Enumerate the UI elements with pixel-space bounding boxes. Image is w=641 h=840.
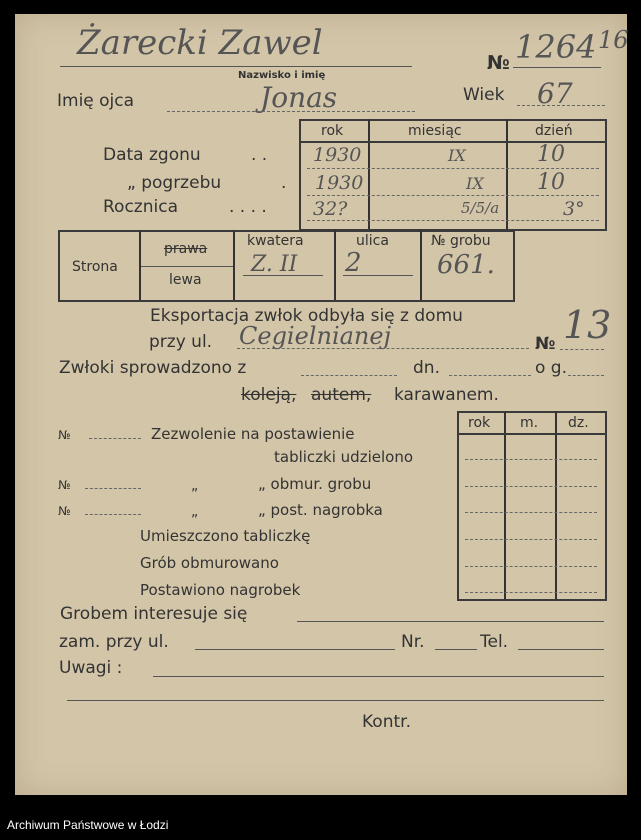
date-table-divider-1 [368, 119, 370, 229]
number-handwritten: 1264 [515, 28, 597, 66]
anniversary-dots: . . . . [229, 197, 267, 217]
grave-walled-label: Grób obmurowano [140, 554, 279, 572]
address-line [195, 649, 395, 650]
anniversary-year-hw: 32? [313, 198, 348, 220]
anniversary-day-hw: 3° [563, 198, 585, 220]
age-handwritten: 67 [537, 77, 573, 110]
death-date-dots: . . [251, 145, 268, 165]
nr-line [435, 649, 477, 650]
grave-label: № grobu [431, 233, 491, 249]
tombstone-no-line [85, 514, 141, 515]
number-suffix-handwritten: 16 [598, 26, 629, 54]
street-label: ulica [356, 233, 389, 249]
death-day-hw: 10 [537, 142, 565, 167]
number-label: № [487, 52, 510, 74]
transport-hearse: karawanem. [394, 385, 499, 405]
permits-table-frame [457, 411, 607, 601]
export-line: Eksportacja zwłok odbyła się z domu [150, 306, 463, 326]
street-line [343, 275, 413, 276]
permits-row-line-4 [465, 539, 597, 540]
tombstone-no-label: № [58, 504, 71, 518]
masonry-ditto-1: „ [191, 478, 199, 494]
permits-header-year: rok [468, 415, 491, 431]
permits-header-month: m. [520, 415, 539, 431]
brought-from-line [301, 375, 397, 376]
date-header-month: miesiąc [408, 123, 462, 139]
age-line [517, 105, 605, 106]
permit-line-2: tabliczki udzielono [274, 448, 413, 466]
quarter-label: kwatera [247, 233, 304, 249]
burial-row-line [307, 195, 599, 196]
nr-label: Nr. [401, 632, 425, 652]
age-label: Wiek [463, 85, 505, 105]
death-year-hw: 1930 [313, 144, 362, 166]
death-date-label: Data zgonu [103, 145, 201, 165]
permits-row-line-1 [465, 459, 597, 460]
burial-month-hw: IX [466, 174, 484, 193]
tablet-placed-label: Umieszczono tabliczkę [140, 527, 311, 545]
tombstone-ditto-1: „ [191, 504, 199, 520]
brought-hour-label: o g. [535, 358, 567, 378]
permit-no-line [89, 438, 141, 439]
side-label: Strona [72, 259, 118, 275]
burial-day-hw: 10 [537, 170, 565, 195]
surname-handwritten: Żarecki Zawel [77, 23, 323, 63]
notes-label: Uwagi : [59, 658, 123, 678]
quarter-line [243, 275, 323, 276]
grave-handwritten: 661. [437, 250, 495, 280]
interested-label: Grobem interesuje się [60, 604, 248, 624]
permits-divider-1 [504, 411, 506, 599]
date-table-divider-2 [506, 119, 508, 229]
masonry-no-label: № [58, 478, 71, 492]
side-right-label: prawa [164, 241, 208, 257]
permits-header-line [457, 433, 605, 435]
burial-date-dots: . [281, 173, 287, 193]
permit-no-label: № [58, 428, 71, 442]
anniversary-label: Rocznica [103, 197, 178, 217]
permits-row-line-6 [465, 592, 597, 593]
permit-line-1: Zezwolenie na postawienie [151, 425, 355, 443]
street-handwritten: 2 [345, 248, 362, 278]
date-header-day: dzień [535, 123, 573, 139]
transport-car: autem, [311, 385, 372, 405]
father-label: Imię ojca [57, 91, 135, 111]
father-line [167, 111, 415, 112]
notes-line-2 [67, 700, 604, 701]
location-divider-2 [233, 230, 235, 300]
tel-line [518, 649, 604, 650]
father-handwritten: Jonas [260, 81, 338, 114]
burial-year-hw: 1930 [315, 172, 364, 194]
interested-line [297, 621, 604, 622]
archive-watermark: Archiwum Państwowe w Łodzi [7, 818, 169, 832]
tel-label: Tel. [480, 632, 509, 652]
side-left-label: lewa [169, 272, 202, 288]
export-street-handwritten: Cegielnianej [239, 322, 392, 350]
brought-day-label: dn. [413, 358, 440, 378]
location-divider-3 [334, 230, 336, 300]
house-no-handwritten: 13 [563, 303, 612, 347]
house-no-line [560, 349, 604, 350]
tombstone-placed-label: Postawiono nagrobek [140, 581, 301, 599]
brought-day-line [449, 375, 531, 376]
masonry-label: „ obmur. grobu [258, 475, 372, 493]
brought-label: Zwłoki sprowadzono z [59, 358, 247, 378]
export-street-line [237, 348, 529, 349]
permits-row-line-2 [465, 486, 597, 487]
street-prefix: przy ul. [149, 332, 213, 352]
anniversary-month-hw: 5/5/a [461, 199, 500, 217]
name-caption: Nazwisko i imię [238, 70, 326, 81]
anniversary-row-line [307, 220, 599, 221]
death-month-hw: IX [448, 146, 466, 165]
control-label: Kontr. [362, 712, 411, 732]
death-row-line [307, 168, 599, 169]
surname-line [60, 66, 412, 67]
burial-date-label: „ pogrzebu [127, 173, 222, 193]
quarter-handwritten: Z. II [251, 252, 298, 277]
notes-line-1 [153, 676, 604, 677]
location-divider-1 [139, 230, 141, 300]
brought-hour-line [568, 375, 604, 376]
permits-row-line-5 [465, 566, 597, 567]
date-header-year: rok [321, 123, 344, 139]
tombstone-label: „ post. nagrobka [258, 501, 383, 519]
masonry-no-line [85, 488, 141, 489]
number-line [513, 67, 601, 68]
record-card [15, 14, 627, 795]
permits-row-line-3 [465, 512, 597, 513]
transport-rail: koleją, [241, 385, 297, 405]
house-no-label: № [535, 334, 556, 354]
permits-header-day: dz. [568, 415, 589, 431]
permits-divider-2 [555, 411, 557, 599]
side-divider-line [141, 266, 233, 267]
location-divider-4 [420, 230, 422, 300]
address-label: zam. przy ul. [59, 632, 169, 652]
